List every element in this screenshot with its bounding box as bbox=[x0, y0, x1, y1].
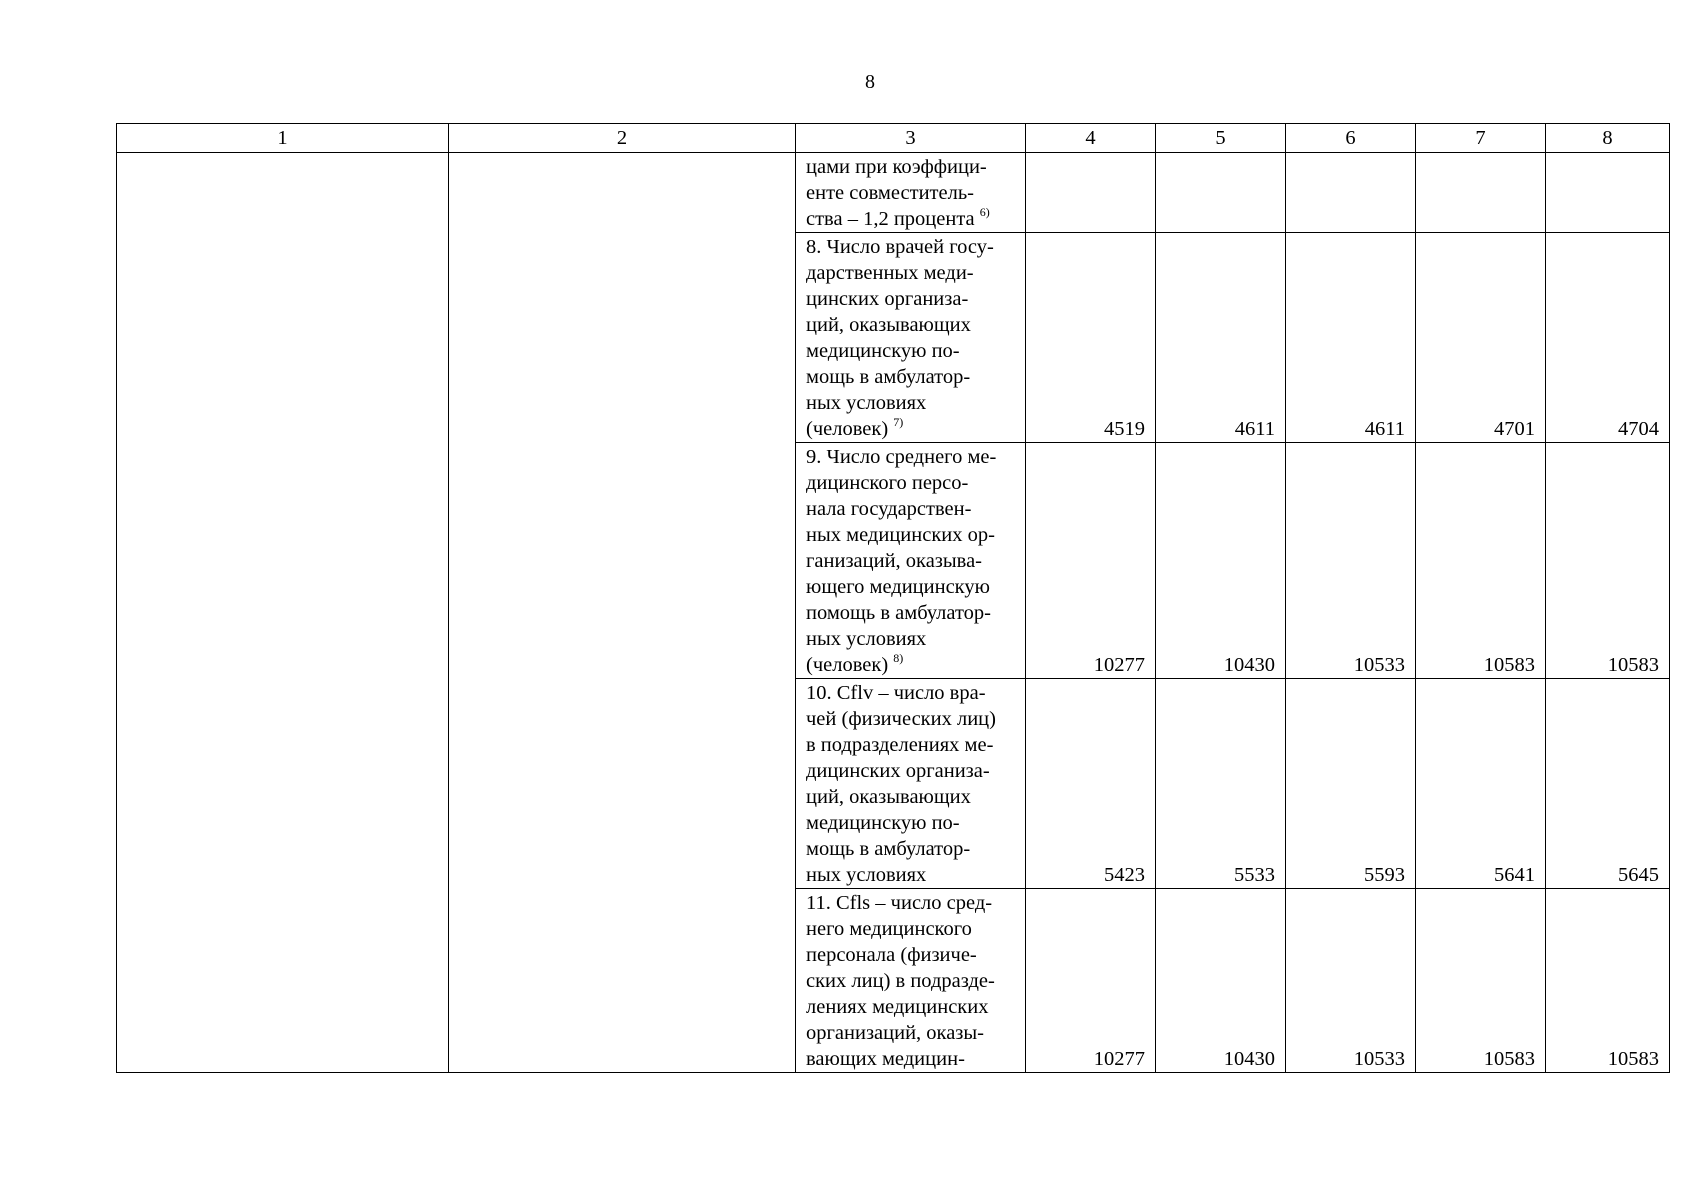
column-number-header: 8 bbox=[1546, 124, 1670, 153]
description-line: енте совместитель- bbox=[806, 182, 975, 204]
description-line: ных условиях bbox=[806, 392, 927, 414]
indicator-description bbox=[796, 153, 1026, 233]
column-number-header: 6 bbox=[1286, 124, 1416, 153]
value-cell: 10533 bbox=[1286, 443, 1416, 679]
value-cell: 10533 bbox=[1286, 889, 1416, 1073]
value-cell bbox=[1416, 153, 1546, 233]
value-cell: 4611 bbox=[1156, 233, 1286, 443]
column-number-header: 1 bbox=[117, 124, 449, 153]
value-cell bbox=[1026, 153, 1156, 233]
description-line: ных условиях bbox=[806, 628, 927, 650]
description-text: ства – 1,2 процента bbox=[806, 208, 975, 230]
description-line: ных медицинских ор- bbox=[806, 524, 995, 546]
indicator-description bbox=[796, 443, 1026, 679]
description-line: лениях медицинских bbox=[806, 996, 989, 1018]
description-line: цами при коэффици- bbox=[806, 156, 987, 178]
value-cell: 10583 bbox=[1546, 443, 1670, 679]
description-line: него медицинского bbox=[806, 918, 972, 940]
value-cell: 10583 bbox=[1416, 889, 1546, 1073]
value-cell: 4611 bbox=[1286, 233, 1416, 443]
description-line: чей (физических лиц) bbox=[806, 708, 996, 730]
column-number-row bbox=[117, 124, 1670, 153]
description-line: ных условиях bbox=[806, 864, 927, 886]
value-cell: 5423 bbox=[1026, 679, 1156, 889]
description-line: вающих медицин- bbox=[806, 1048, 965, 1070]
description-line: медицинскую по- bbox=[806, 812, 960, 834]
column-number-header: 2 bbox=[449, 124, 796, 153]
table-row bbox=[117, 153, 1670, 233]
description-line: персонала (физиче- bbox=[806, 944, 977, 966]
description-line bbox=[806, 206, 1021, 232]
value-cell: 4704 bbox=[1546, 233, 1670, 443]
footnote-mark: 6) bbox=[979, 205, 990, 219]
description-line: дицинского персо- bbox=[806, 472, 969, 494]
value-cell: 5593 bbox=[1286, 679, 1416, 889]
description-line: нала государствен- bbox=[806, 498, 972, 520]
value-cell: 10583 bbox=[1416, 443, 1546, 679]
value-cell: 5533 bbox=[1156, 679, 1286, 889]
description-line: ганизаций, оказыва- bbox=[806, 550, 983, 572]
description-line: ющего медицинскую bbox=[806, 576, 990, 598]
value-cell: 5641 bbox=[1416, 679, 1546, 889]
description-line: 9. Число среднего ме- bbox=[806, 446, 997, 468]
column-number-header: 7 bbox=[1416, 124, 1546, 153]
indicators-table bbox=[116, 123, 1670, 1073]
description-line bbox=[806, 416, 1021, 442]
value-cell bbox=[1286, 153, 1416, 233]
merged-cell-column-2 bbox=[449, 153, 796, 1073]
indicator-description bbox=[796, 889, 1026, 1073]
description-text: (человек) bbox=[806, 418, 889, 440]
value-cell: 4519 bbox=[1026, 233, 1156, 443]
description-line: помощь в амбулатор- bbox=[806, 602, 992, 624]
value-cell: 10583 bbox=[1546, 889, 1670, 1073]
description-line: мощь в амбулатор- bbox=[806, 366, 971, 388]
description-line: 8. Число врачей госу- bbox=[806, 236, 994, 258]
column-number-header: 4 bbox=[1026, 124, 1156, 153]
value-cell: 10430 bbox=[1156, 443, 1286, 679]
merged-cell-column-1 bbox=[117, 153, 449, 1073]
description-line: цинских организа- bbox=[806, 288, 969, 310]
description-line: ций, оказывающих bbox=[806, 314, 971, 336]
value-cell: 5645 bbox=[1546, 679, 1670, 889]
value-cell: 10430 bbox=[1156, 889, 1286, 1073]
indicator-description bbox=[796, 233, 1026, 443]
value-cell: 10277 bbox=[1026, 443, 1156, 679]
indicator-description bbox=[796, 679, 1026, 889]
value-cell: 4701 bbox=[1416, 233, 1546, 443]
value-cell bbox=[1156, 153, 1286, 233]
column-number-header: 3 bbox=[796, 124, 1026, 153]
description-line: 11. Cfls – число сред- bbox=[806, 892, 993, 914]
description-text: (человек) bbox=[806, 654, 889, 676]
value-cell: 10277 bbox=[1026, 889, 1156, 1073]
footnote-mark: 7) bbox=[893, 415, 904, 429]
value-cell bbox=[1546, 153, 1670, 233]
description-line: в подразделениях ме- bbox=[806, 734, 994, 756]
description-line: ских лиц) в подразде- bbox=[806, 970, 995, 992]
description-line: организаций, оказы- bbox=[806, 1022, 985, 1044]
description-line: дицинских организа- bbox=[806, 760, 990, 782]
column-number-header: 5 bbox=[1156, 124, 1286, 153]
page-number: 8 bbox=[865, 71, 875, 93]
description-line: медицинскую по- bbox=[806, 340, 960, 362]
description-line: дарственных меди- bbox=[806, 262, 974, 284]
description-line: мощь в амбулатор- bbox=[806, 838, 971, 860]
description-line: ций, оказывающих bbox=[806, 786, 971, 808]
description-line: 10. Cflv – число вра- bbox=[806, 682, 986, 704]
description-line bbox=[806, 652, 1021, 678]
footnote-mark: 8) bbox=[893, 651, 904, 665]
